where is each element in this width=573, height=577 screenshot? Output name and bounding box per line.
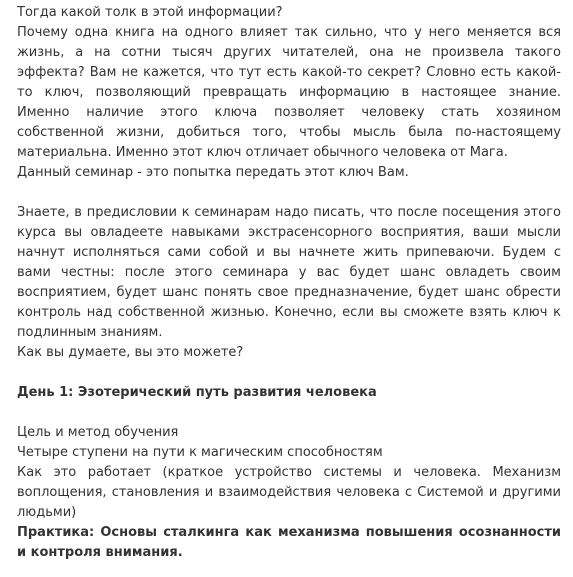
intro-question: Тогда какой толк в этой информации? [17, 5, 283, 20]
preface-paragraph: Знаете, в предисловии к семинарам надо писать, что после посещения этого курса вы овладеете навыками экстрасенсорного восприятия, ваши мысли начнут исполняться сами собой и вы начнете жить припеваючи. Будем с вами честны: после этого семинара у вас будет шанс овладеть своим восприятием, будет шанс понять свое предназначение, будет шанс обрести контроль над собственной жизнью. Конечно, если вы сможете взять ключ к подлинным знаниям. [17, 205, 561, 340]
day1-item: Цель и метод обучения [17, 425, 179, 440]
spacer [17, 183, 561, 203]
preface-question: Как вы думаете, вы это можете? [17, 345, 244, 360]
day1-how-it-works: Как это работает (краткое устройство системы и человека. Механизм воплощения, становления и взаимодействия человека с Системой и другими людьми) [17, 465, 561, 520]
spacer [17, 403, 561, 423]
spacer [17, 363, 561, 383]
seminar-statement: Данный семинар - это попытка передать этот ключ Вам. [17, 165, 409, 180]
day1-item: Четыре ступени на пути к магическим способностям [17, 445, 383, 460]
day1-heading: День 1: Эзотерический путь развития человека [17, 385, 377, 400]
article-content [17, 3, 561, 563]
intro-paragraph: Почему одна книга на одного влияет так сильно, что у него меняется вся жизнь, а на сотни тысяч других читателей, она не произвела такого эффекта? Вам не кажется, что тут есть какой-то секрет? Словно есть какой-то ключ, позволяющий превращать информацию в настоящее знание. Именно наличие этого ключа позволяет человеку стать хозяином собственной жизни, добиться того, чтобы мысль была по-настоящему материальна. Именно этот ключ отличает обычного человека от Мага. [17, 25, 561, 160]
day1-practice: Практика: Основы сталкинга как механизма повышения осознанности и контроля внимания. [17, 525, 561, 560]
